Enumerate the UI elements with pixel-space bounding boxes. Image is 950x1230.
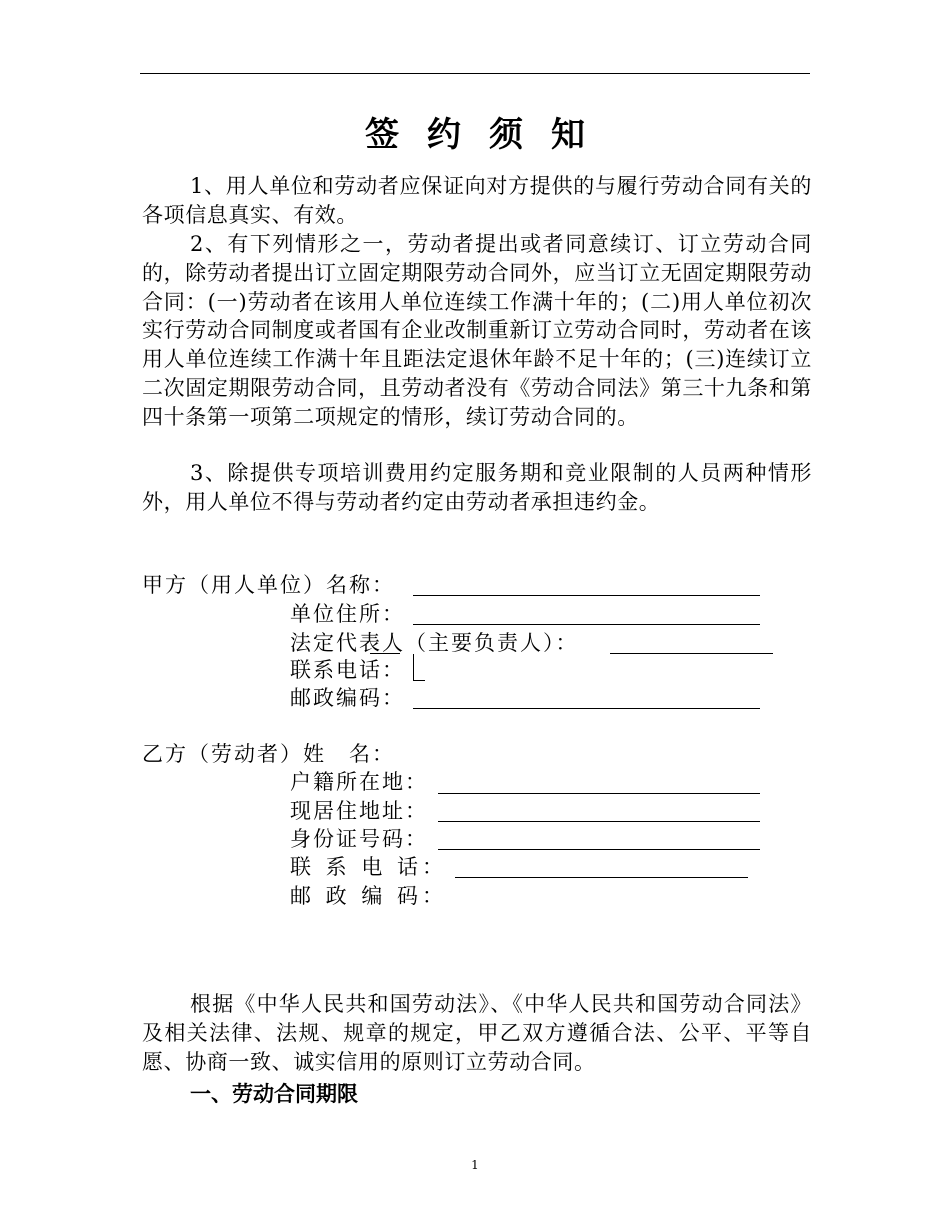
page-number: 1 [471, 1158, 479, 1172]
party-b-residence-field[interactable] [438, 821, 760, 822]
section-heading-contract-term: 一、劳动合同期限 [190, 1082, 358, 1106]
party-a-postcode-label: 邮政编码： [290, 686, 405, 710]
party-b-postcode-label: 邮 政 编 码： [290, 884, 448, 908]
party-b-phone-label: 联 系 电 话： [290, 855, 448, 879]
document-title: 签约须知 [365, 115, 613, 155]
party-a-name-label: 甲方（用人单位）名称： [142, 573, 395, 597]
legal-rep-label-underline [370, 653, 400, 654]
notice-paragraph-3: 3、除提供专项培训费用约定服务期和竞业限制的人员两种情形外，用人单位不得与劳动者约定由劳动者承担违约金。 [142, 461, 812, 514]
party-a-name-field[interactable] [413, 595, 760, 596]
party-b-phone-field[interactable] [455, 877, 748, 878]
party-a-address-label: 单位住所： [290, 602, 405, 626]
header-rule [140, 73, 810, 74]
party-a-phone-field[interactable] [413, 654, 414, 680]
party-a-legal-rep-field[interactable] [610, 653, 773, 654]
party-a-phone-label: 联系电话： [290, 658, 405, 682]
party-b-id-field[interactable] [438, 849, 760, 850]
party-b-name-label: 乙方（劳动者）姓 名： [142, 742, 395, 766]
party-b-id-label: 身份证号码： [290, 827, 428, 851]
party-a-postcode-field[interactable] [413, 708, 760, 709]
party-b-residence-label: 现居住地址： [290, 799, 428, 823]
party-a-address-field[interactable] [413, 624, 760, 625]
party-a-legal-rep-label: 法定代表人（主要负责人）： [290, 631, 579, 655]
contract-preamble: 根据《中华人民共和国劳动法》、《中华人民共和国劳动合同法》及相关法律、法规、规章的规定，甲乙双方遵循合法、公平、平等自愿、协商一致、诚实信用的原则订立劳动合同。 [142, 992, 812, 1074]
notice-paragraph-2: 2、有下列情形之一，劳动者提出或者同意续订、订立劳动合同的，除劳动者提出订立固定期限劳动合同外，应当订立无固定期限劳动合同：(一)劳动者在该用人单位连续工作满十年的；(二)用人单位初次实行劳动合同制度或者国有企业改制重新订立劳动合同时，劳动者在该用人单位连续工作满十年且距法定退休年龄不足十年的；(三)连续订立二次固定期限劳动合同，且劳动者没有《劳动合同法》第三十九条和第四十条第一项第二项规定的情形，续订劳动合同的。 [142, 232, 812, 429]
party-a-phone-underline [413, 680, 425, 681]
notice-paragraph-1: 1、用人单位和劳动者应保证向对方提供的与履行劳动合同有关的各项信息真实、有效。 [142, 174, 812, 227]
party-b-hukou-label: 户籍所在地： [290, 770, 428, 794]
party-b-hukou-field[interactable] [438, 793, 760, 794]
